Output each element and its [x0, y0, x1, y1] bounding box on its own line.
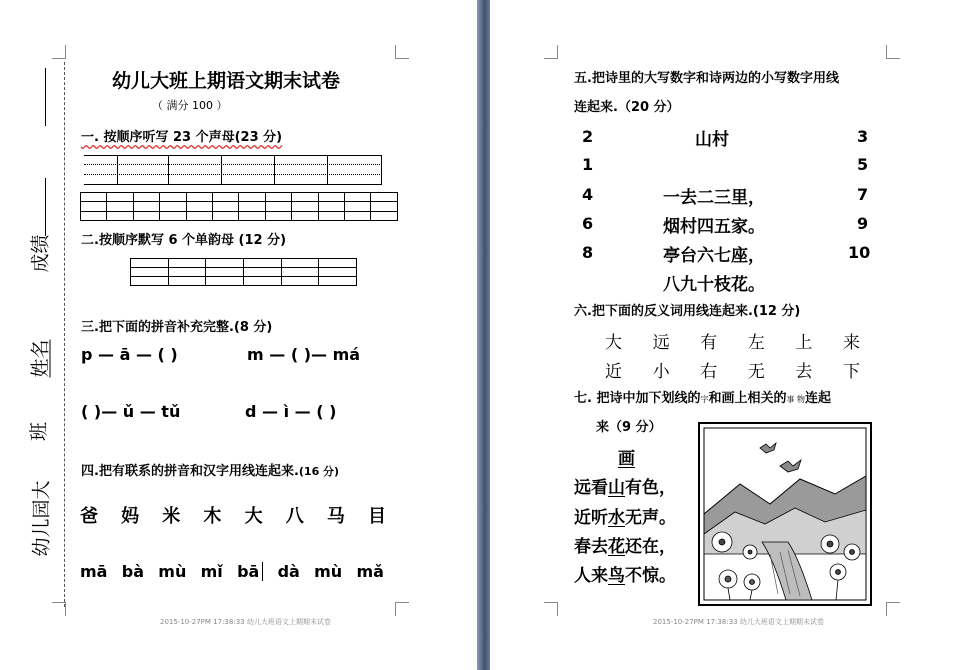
crop-mark [544, 45, 558, 59]
page-divider [477, 0, 490, 670]
q4-pinyin: dà [277, 562, 300, 581]
q4-pinyin: mù [158, 562, 187, 581]
crop-mark [52, 45, 66, 59]
q6-word: 无 [747, 362, 765, 382]
question-3-title: 三.把下面的拼音补充完整.(8 分) [81, 320, 273, 335]
q5-right-number: 9 [857, 214, 869, 233]
q5-right-number: 5 [857, 155, 869, 174]
q5-left-number: 2 [582, 127, 594, 146]
q3-item-1: p — ā — ( ) [81, 345, 178, 364]
q6-word: 远 [652, 333, 670, 353]
q6-word: 左 [747, 333, 765, 353]
q5-right-number: 7 [857, 185, 869, 204]
q4-char: 木 [203, 506, 222, 527]
q6-word: 去 [795, 362, 813, 382]
q3-item-4: d — ì — ( ) [245, 402, 337, 421]
q7-poem-line: 人来鸟不惊。 [574, 566, 676, 586]
sidebar-name-label: 姓名 [29, 339, 52, 378]
q4-char: 妈 [121, 506, 140, 527]
sidebar-school-label: 幼儿园大 [30, 480, 53, 557]
q4-pinyin: mǎ [356, 562, 384, 581]
q7-poem-line: 春去花还在， [574, 537, 676, 557]
q5-poem-line: 八九十枝花。 [663, 275, 765, 295]
question-6-title: 六.把下面的反义词用线连起来.(12 分) [574, 304, 801, 319]
q5-left-number: 1 [582, 155, 594, 174]
q6-word: 上 [795, 333, 813, 353]
q5-poem-title: 山村 [695, 130, 729, 150]
q5-right-number: 10 [848, 243, 871, 262]
q1-writing-strip [84, 155, 382, 185]
q5-left-number: 8 [582, 243, 594, 262]
question-4-title: 四.把有联系的拼音和汉字用线连起来.(16 分) [81, 464, 340, 479]
q6-word: 大 [605, 333, 622, 353]
right-page [490, 0, 970, 670]
q4-pinyin: mā [80, 562, 108, 581]
crop-mark [544, 602, 558, 616]
q4-char: 目 [367, 506, 386, 527]
q6-word: 近 [605, 362, 622, 382]
crop-mark [395, 602, 409, 616]
right-footer: 2015-10-27PM 17:38:33 幼儿大班语文上期期末试卷 [653, 618, 824, 626]
left-footer: 2015-10-27PM 17:38:33 幼儿大班语文上期期末试卷 [160, 618, 331, 626]
q4-char: 马 [326, 506, 345, 527]
q4-pinyin: mù [314, 562, 343, 581]
left-page [0, 0, 477, 670]
question-2-title: 二.按顺序默写 6 个单韵母 (12 分) [81, 233, 287, 248]
q4-char: 爸 [80, 506, 98, 527]
sidebar-score-label: 成绩 [29, 234, 52, 273]
q5-poem-line: 烟村四五家。 [663, 217, 765, 237]
q7-poem-line: 远看山有色， [574, 478, 676, 498]
sidebar-class-label: 班 [28, 421, 51, 442]
q7-poem-line: 近听水无声。 [574, 508, 676, 528]
question-7-title-line1: 七. 把诗中加下划线的字和画上相关的事 物连起 [574, 391, 832, 406]
q2-answer-grid [130, 258, 357, 286]
q4-char: 八 [285, 506, 304, 527]
exam-subtitle: （ 满分 100 ） [152, 99, 228, 112]
q4-char: 米 [162, 506, 181, 527]
q5-left-number: 4 [582, 185, 594, 204]
q6-word: 有 [700, 333, 718, 353]
binding-line [64, 62, 65, 607]
bird-icon [760, 443, 801, 472]
crop-mark [886, 602, 900, 616]
q4-pinyin-row [80, 562, 384, 581]
q5-left-number: 6 [582, 214, 594, 233]
q6-row-1 [605, 328, 860, 353]
q5-poem-line: 一去二三里， [663, 188, 765, 208]
exam-title: 幼儿大班上期语文期末试卷 [112, 70, 341, 92]
q4-pinyin: mǐ [200, 562, 223, 581]
q6-word: 来 [842, 333, 860, 353]
q1-answer-grid [80, 192, 398, 221]
q3-item-3: ( )— ǔ — tǔ [81, 402, 181, 421]
q7-poem-title: 画 [618, 449, 635, 469]
question-1-title: 一. 按顺序听写 23 个声母(23 分) [81, 130, 283, 145]
q6-row-2 [605, 357, 860, 382]
q5-right-number: 3 [857, 127, 869, 146]
q4-pinyin: bà [121, 562, 144, 581]
q6-word: 右 [700, 362, 718, 382]
q4-char: 大 [244, 506, 263, 527]
crop-mark [395, 45, 409, 59]
q5-poem-line: 亭台六七座， [663, 246, 765, 266]
name-blank [45, 178, 46, 236]
question-5-title-line2: 连起来.（20 分） [574, 100, 680, 115]
q6-word: 下 [842, 362, 860, 382]
q4-chars-row [80, 502, 386, 528]
question-5-title-line1: 五.把诗里的大写数字和诗两边的小写数字用线 [574, 71, 839, 86]
q4-pinyin: bā [237, 562, 263, 581]
score-blank [45, 68, 46, 126]
q3-item-2: m — ( )— má [247, 345, 361, 364]
q6-word: 小 [652, 362, 670, 382]
crop-mark [886, 45, 900, 59]
landscape-picture [698, 422, 872, 606]
question-7-title-line2: 来（9 分） [596, 420, 662, 435]
